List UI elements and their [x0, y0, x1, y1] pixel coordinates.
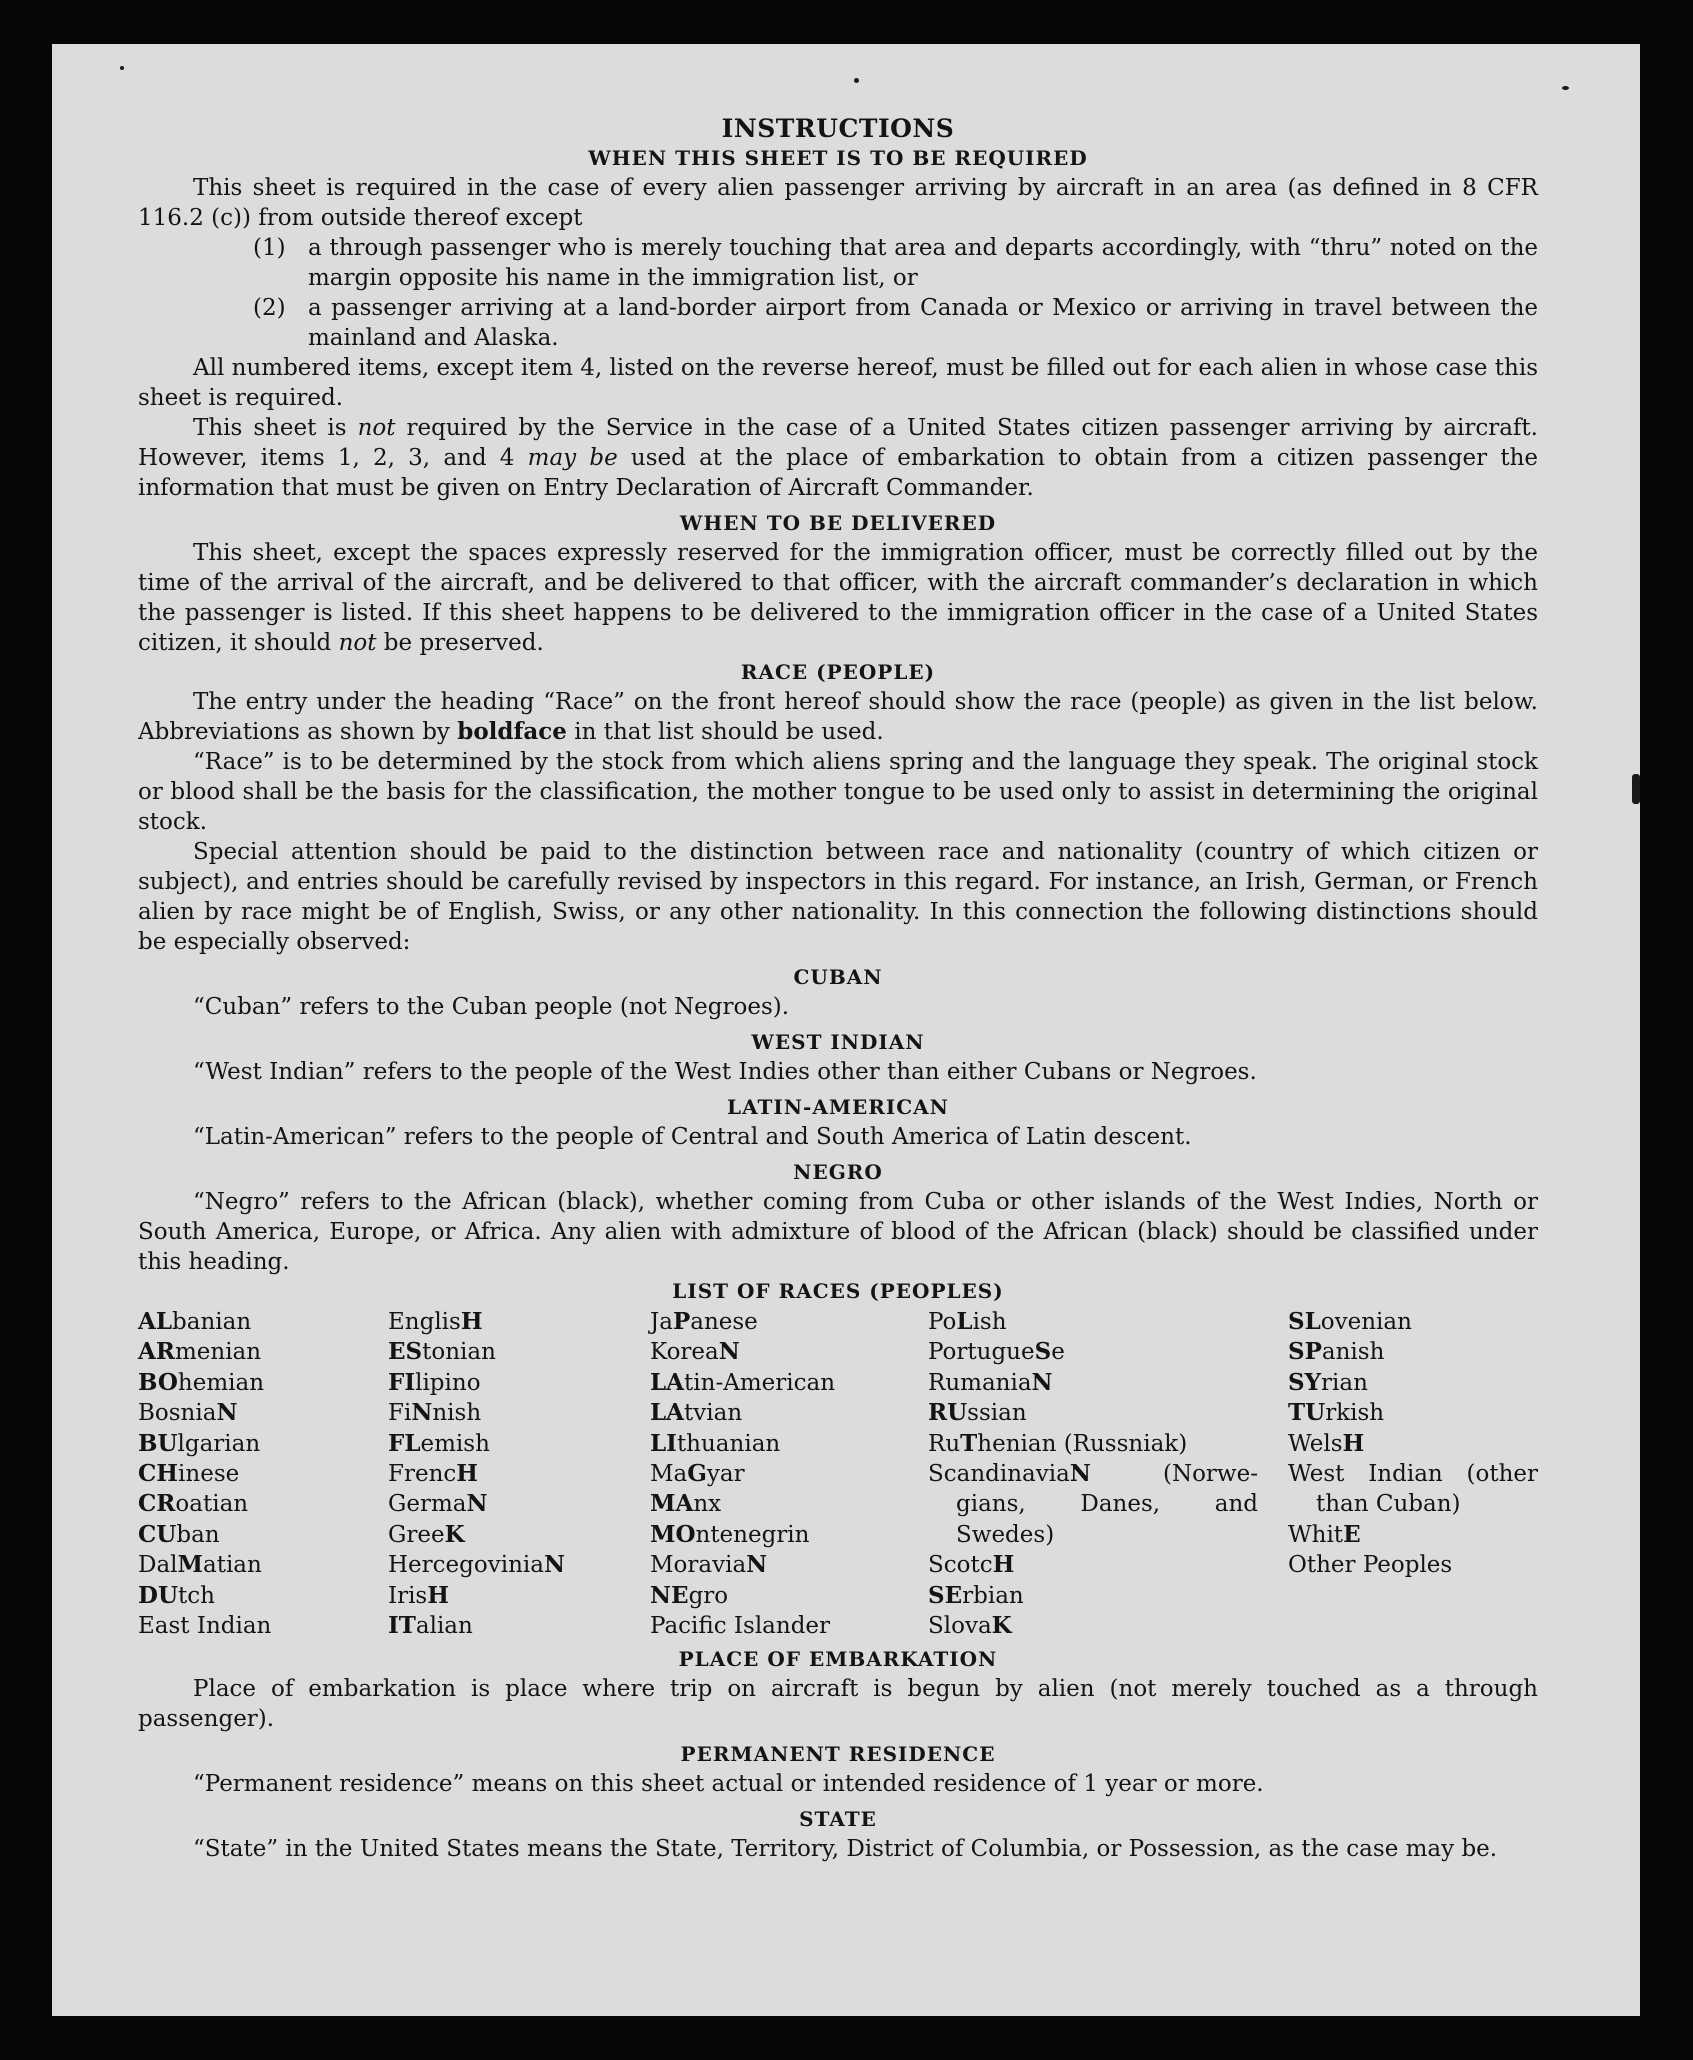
race-text: West Indian (other [1288, 1461, 1538, 1488]
race-text: Wels [1288, 1430, 1343, 1457]
race-text: gro [688, 1582, 729, 1609]
paragraph: “Race” is to be determined by the stock from which aliens spring and the language they speak. The original stock or blood shall be the basis for the classification, the mother tongue to be used only to assist in determining the original stock. [138, 749, 1538, 835]
race-abbreviation: RU [928, 1399, 968, 1427]
race-abbreviation: LA [650, 1368, 685, 1396]
race-text: e [1051, 1339, 1065, 1366]
race-entry [1288, 1489, 1538, 1519]
race-text: atian [202, 1552, 262, 1579]
race-abbreviation: SL [1288, 1308, 1321, 1335]
race-entry [388, 1611, 650, 1641]
race-entry [650, 1611, 928, 1641]
paragraph: “Negro” refers to the African (black), whether coming from Cuba or other islands of the West Indies, North or South America, Europe, or Africa. Any alien with admixture of blood of the African (black) should be classified under this heading. [138, 1189, 1538, 1275]
race-text: rkish [1325, 1400, 1385, 1427]
race-entry [650, 1459, 928, 1489]
race-column [1288, 1307, 1538, 1641]
emphasis: not [338, 630, 377, 656]
race-text: anish [1321, 1339, 1385, 1366]
race-abbreviation: LA [650, 1399, 685, 1427]
race-text: Frenc [388, 1461, 457, 1488]
race-text: banian [172, 1309, 252, 1335]
race-abbreviation: SP [1288, 1338, 1322, 1366]
race-abbreviation: H [992, 1551, 1015, 1579]
race-text: inese [178, 1461, 240, 1488]
race-abbreviation: N [543, 1551, 565, 1579]
race-entry [650, 1520, 928, 1550]
race-entry [388, 1459, 650, 1489]
paragraph: “Permanent residence” means on this sheet actual or intended residence of 1 year or more. [193, 1771, 1264, 1798]
race-text: Hercegovinia [388, 1552, 544, 1579]
paragraph: This sheet, except the spaces expressly reserved for the immigration officer, must be correctly filled out by the time of the arrival of the aircraft, and be delivered to that officer, with the aircraft commander’s declaration in which the passenger is listed. If this sheet happens to be delivered to the immigration officer in the case of a United States citizen, it should not be preserved. [138, 540, 1538, 656]
race-text: Slova [928, 1613, 992, 1640]
document-content [138, 114, 1538, 1864]
race-abbreviation: AL [138, 1308, 173, 1335]
race-abbreviation: E [1343, 1520, 1361, 1548]
race-entry [1288, 1398, 1538, 1428]
race-text: lipino [415, 1369, 481, 1396]
race-text: Bosnia [138, 1400, 217, 1427]
edge-mark [1632, 774, 1640, 804]
race-text: Germa [388, 1491, 467, 1518]
race-abbreviation: L [956, 1308, 973, 1335]
race-text: Ma [650, 1461, 688, 1488]
paragraph: The entry under the heading “Race” on the front hereof should show the race (people) as given in the list below. Abbreviations as shown by boldface in that list should be used. [138, 689, 1538, 745]
race-abbreviation: G [687, 1460, 707, 1488]
race-entry [1288, 1550, 1538, 1580]
race-text: hemian [177, 1369, 265, 1396]
boldface-word: boldface [457, 718, 567, 745]
race-abbreviation: K [991, 1612, 1012, 1640]
list-item [253, 233, 1538, 293]
race-text: Ja [650, 1309, 673, 1335]
race-entry [1288, 1368, 1538, 1398]
race-text: ssian [967, 1400, 1027, 1427]
race-text: (Norwe- [1090, 1461, 1258, 1488]
race-entry [1288, 1429, 1538, 1459]
race-entry [388, 1307, 650, 1337]
race-entry [650, 1398, 928, 1428]
document-sheet [52, 44, 1640, 2016]
paragraph: Special attention should be paid to the distinction between race and nationality (country of which citizen or subject), and entries should be carefully revised by inspectors in this regard. For instance, an Irish, German, or French alien by race might be of English, Swiss, or any other nationality. In this connection the following distinctions should be especially observed: [138, 839, 1538, 955]
race-abbreviation: CH [138, 1460, 179, 1488]
race-entry [138, 1581, 388, 1611]
document-title: INSTRUCTIONS [721, 114, 955, 143]
race-text: Englis [388, 1309, 461, 1335]
race-abbreviation: LI [650, 1429, 677, 1457]
race-text: Korea [650, 1339, 719, 1366]
section-heading-cuban: CUBAN [793, 965, 883, 989]
race-abbreviation: AR [138, 1338, 175, 1366]
race-text: than Cuban) [1316, 1491, 1461, 1518]
race-abbreviation: FL [388, 1429, 421, 1457]
section-heading-when-delivered: WHEN TO BE DELIVERED [679, 511, 997, 535]
race-entry [928, 1429, 1288, 1459]
section-heading-residence: PERMANENT RESIDENCE [680, 1742, 996, 1767]
item-text: a through passenger who is merely touching that area and departs accordingly, with “thru” noted on the margin opposite his name in the immigration list, or [308, 235, 1538, 291]
race-entry [388, 1398, 650, 1428]
race-abbreviation: N [466, 1490, 488, 1518]
race-text: rian [1321, 1369, 1368, 1396]
race-entry [138, 1459, 388, 1489]
race-entry [650, 1337, 928, 1367]
race-entry [388, 1429, 650, 1459]
section-heading-list-of-races: LIST OF RACES (PEOPLES) [672, 1279, 1004, 1303]
race-abbreviation: FI [388, 1368, 416, 1396]
speck-mark [1562, 86, 1569, 90]
race-text: Moravia [650, 1552, 747, 1579]
item-number: (1) [253, 235, 286, 261]
race-text: nx [693, 1491, 722, 1518]
race-text: Po [928, 1309, 957, 1335]
race-text: Fi [388, 1400, 412, 1427]
race-abbreviation: N [746, 1551, 768, 1579]
race-entry [388, 1581, 650, 1611]
race-entry [650, 1368, 928, 1398]
paragraph: This sheet is not required by the Service in the case of a United States citizen passenger arriving by aircraft. However, items 1, 2, 3, and 4 may be used at the place of embarkation to obtain from a citizen passenger the information that must be given on Entry Declaration of Aircraft Commander. [138, 415, 1538, 501]
race-entry [138, 1429, 388, 1459]
race-abbreviation: DU [138, 1581, 179, 1609]
race-entry [650, 1429, 928, 1459]
paragraph: “Latin-American” refers to the people of Central and South America of Latin descent. [193, 1124, 1192, 1150]
race-text: menian [174, 1339, 262, 1366]
race-column [138, 1307, 388, 1641]
item-text: a passenger arriving at a land-border airport from Canada or Mexico or arriving in travel between the mainland and Alaska. [308, 295, 1538, 351]
race-entry [138, 1520, 388, 1550]
race-abbreviation: BO [138, 1368, 178, 1396]
section-heading-latin-american: LATIN-AMERICAN [727, 1095, 949, 1119]
race-entry [138, 1398, 388, 1428]
race-text: ish [972, 1309, 1007, 1335]
section-heading-when-required: WHEN THIS SHEET IS TO BE REQUIRED [588, 146, 1088, 170]
race-entry [928, 1520, 1288, 1550]
race-entry [1288, 1459, 1538, 1489]
race-entry [388, 1489, 650, 1519]
race-abbreviation: N [718, 1338, 740, 1366]
race-entry [138, 1337, 388, 1367]
race-entry [388, 1337, 650, 1367]
race-text: Scotc [928, 1552, 993, 1579]
race-abbreviation: CU [138, 1520, 177, 1548]
race-text: Swedes) [956, 1521, 1055, 1548]
race-abbreviation: SE [928, 1581, 963, 1609]
race-text: henian (Russniak) [977, 1430, 1188, 1457]
race-entry [650, 1307, 928, 1337]
race-entry [138, 1307, 388, 1337]
race-text: Ru [928, 1430, 961, 1457]
race-abbreviation: H [460, 1308, 483, 1335]
section-heading-negro: NEGRO [793, 1160, 883, 1184]
race-abbreviation: H [456, 1460, 478, 1488]
section-heading-race: RACE (PEOPLE) [740, 660, 936, 684]
race-text: anese [690, 1309, 758, 1335]
race-abbreviation: BU [138, 1429, 178, 1457]
race-entry [928, 1398, 1288, 1428]
paragraph: “State” in the United States means the State, Territory, District of Columbia, or Possession, as the case may be. [193, 1836, 1498, 1863]
race-text: Portugue [928, 1339, 1035, 1366]
race-abbreviation: CR [138, 1490, 176, 1518]
race-abbreviation: N [1031, 1368, 1053, 1396]
paragraph: This sheet is required in the case of every alien passenger arriving by aircraft in an area (as defined in 8 CFR 116.2 (c)) from outside thereof except [138, 175, 1538, 231]
race-abbreviation: N [1069, 1460, 1091, 1488]
race-entry [650, 1550, 928, 1580]
race-text: Other Peoples [1288, 1552, 1453, 1579]
race-entry [388, 1550, 650, 1580]
race-text: Iris [388, 1582, 428, 1609]
race-abbreviation: SY [1288, 1368, 1322, 1396]
race-abbreviation: ES [388, 1338, 423, 1366]
paragraph: Place of embarkation is place where trip on aircraft is begun by alien (not merely touched as a through passenger). [138, 1676, 1538, 1733]
race-entry [928, 1489, 1288, 1519]
race-abbreviation: MO [650, 1520, 696, 1548]
race-abbreviation: NE [650, 1581, 689, 1609]
race-entry [928, 1368, 1288, 1398]
race-text: oatian [175, 1491, 249, 1518]
race-text: East Indian [138, 1613, 272, 1640]
race-text: thuanian [676, 1430, 781, 1457]
race-entry [138, 1368, 388, 1398]
paragraph: “West Indian” refers to the people of the West Indies other than either Cubans or Negroes. [193, 1059, 1257, 1085]
race-text: tonian [422, 1339, 496, 1366]
section-heading-state: STATE [799, 1807, 877, 1832]
list-item [253, 293, 1538, 353]
race-entry [138, 1611, 388, 1641]
race-text: yar [706, 1461, 745, 1488]
race-entry [138, 1550, 388, 1580]
race-text: ntenegrin [695, 1521, 810, 1548]
race-abbreviation: H [1342, 1429, 1365, 1457]
race-entry [928, 1581, 1288, 1611]
race-text: Pacific Islander [650, 1613, 831, 1640]
race-entry [928, 1611, 1288, 1641]
race-text: nish [432, 1400, 482, 1427]
paragraph: “Cuban” refers to the Cuban people (not Negroes). [193, 994, 790, 1020]
race-text: alian [415, 1613, 473, 1640]
race-entry [650, 1581, 928, 1611]
race-entry [1288, 1520, 1538, 1550]
paragraph: All numbered items, except item 4, listed on the reverse hereof, must be filled out for each alien in whose case this sheet is required. [138, 355, 1538, 411]
race-column [650, 1307, 928, 1641]
race-text: Gree [388, 1521, 445, 1548]
race-entry [928, 1307, 1288, 1337]
race-column [388, 1307, 650, 1641]
race-entry [388, 1520, 650, 1550]
race-abbreviation: TU [1288, 1399, 1326, 1427]
emphasis: may be [527, 445, 618, 471]
section-heading-west-indian: WEST INDIAN [751, 1030, 925, 1054]
race-text: lgarian [177, 1430, 261, 1457]
speck-mark [854, 78, 859, 83]
race-abbreviation: N [411, 1399, 433, 1427]
race-entry [928, 1550, 1288, 1580]
section-heading-embarkation: PLACE OF EMBARKATION [678, 1647, 998, 1672]
race-text: ban [176, 1521, 220, 1548]
item-number: (2) [253, 295, 286, 321]
race-text: ovenian [1320, 1309, 1412, 1335]
race-abbreviation: T [960, 1429, 978, 1457]
race-text: Whit [1288, 1521, 1344, 1548]
race-text: Dal [138, 1552, 178, 1579]
race-list [138, 1307, 1538, 1641]
race-abbreviation: H [427, 1581, 449, 1609]
race-text: tin-American [684, 1369, 836, 1396]
race-abbreviation: MA [650, 1490, 694, 1518]
race-abbreviation: S [1034, 1338, 1052, 1366]
race-entry [1288, 1337, 1538, 1367]
race-abbreviation: M [177, 1551, 203, 1579]
race-entry [138, 1489, 388, 1519]
race-abbreviation: K [444, 1520, 465, 1548]
race-abbreviation: P [672, 1308, 691, 1335]
race-text: Scandinavia [928, 1461, 1070, 1488]
race-abbreviation: IT [388, 1612, 416, 1640]
race-text: tch [178, 1582, 215, 1609]
race-text: tvian [684, 1400, 743, 1427]
race-text: Rumania [928, 1369, 1032, 1396]
race-abbreviation: N [216, 1399, 238, 1427]
race-entry [928, 1459, 1288, 1489]
race-entry [650, 1489, 928, 1519]
race-text: rbian [962, 1582, 1024, 1609]
speck-mark [120, 66, 124, 70]
race-text: emish [420, 1430, 490, 1457]
race-entry [388, 1368, 650, 1398]
race-text: gians, Danes, and [956, 1491, 1258, 1518]
emphasis: not [357, 415, 396, 441]
race-entry [1288, 1307, 1538, 1337]
race-column [928, 1307, 1288, 1641]
race-entry [928, 1337, 1288, 1367]
